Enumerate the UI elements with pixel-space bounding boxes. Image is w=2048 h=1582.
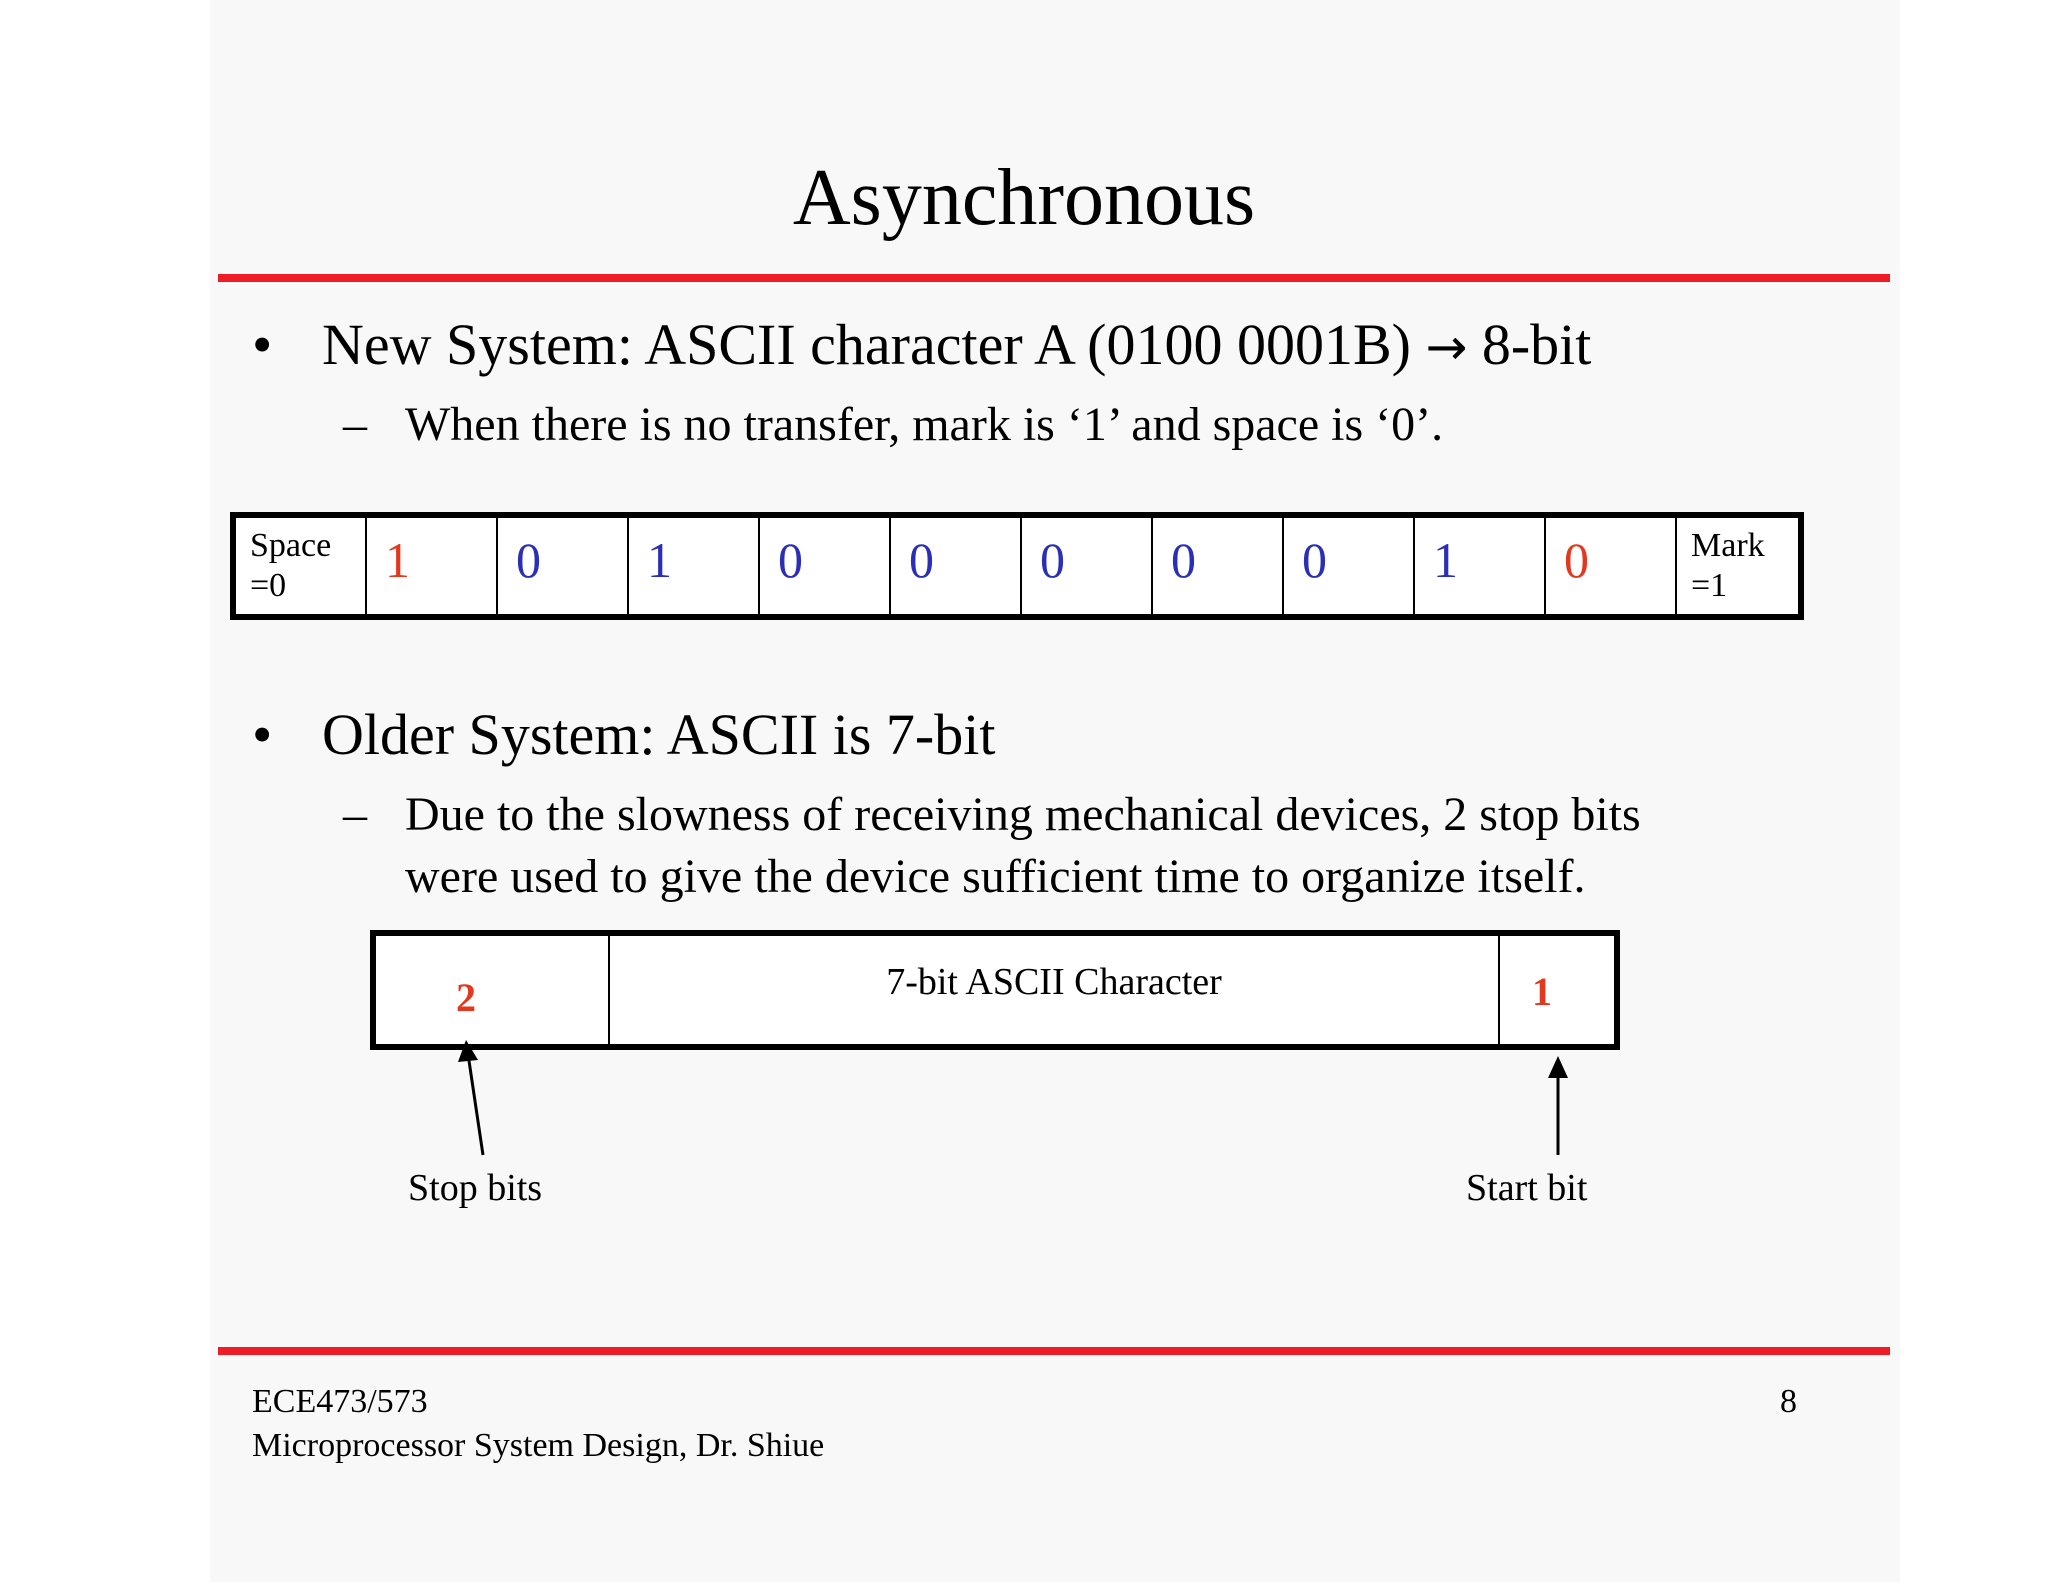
frame-cell-bit xyxy=(1284,518,1415,614)
frame-8bit xyxy=(230,512,1804,620)
frame-cell-bit xyxy=(498,518,629,614)
bullet-new-system-suffix: 8-bit xyxy=(1467,312,1592,377)
frame-cell-bit xyxy=(1415,518,1546,614)
frame-7bit xyxy=(370,930,1620,1050)
frame-cell-bit xyxy=(367,518,498,614)
bullet-dot-icon: • xyxy=(252,312,273,377)
title-rule xyxy=(218,274,1890,282)
bit-value: 1 xyxy=(385,532,410,588)
bit-value: 0 xyxy=(778,532,803,588)
bit-value: 1 xyxy=(1433,532,1458,588)
bit-value: 0 xyxy=(1302,532,1327,588)
stop-bit-count: 2 xyxy=(456,975,476,1020)
sub-bullet-slowness-cont xyxy=(405,846,1586,908)
sub-bullet-no-transfer xyxy=(343,394,1444,456)
bit-value: 0 xyxy=(1040,532,1065,588)
bit-value: 1 xyxy=(647,532,672,588)
frame-cell-bit xyxy=(629,518,760,614)
sub-bullet-no-transfer-text: When there is no transfer, mark is ‘1’ and space is ‘0’. xyxy=(405,398,1444,451)
frame-cell-bit xyxy=(1546,518,1677,614)
frame-cell-bit xyxy=(1022,518,1153,614)
slide-title: Asynchronous xyxy=(792,154,1256,242)
footer-rule xyxy=(218,1347,1890,1355)
frame-cell-mark xyxy=(1677,518,1798,614)
page-number: 8 xyxy=(1780,1383,1797,1420)
bullet-dot-icon: • xyxy=(252,702,273,767)
bit-value: 0 xyxy=(1171,532,1196,588)
sub-bullet-slowness-line1: Due to the slowness of receiving mechanical devices, 2 stop bits xyxy=(405,788,1641,841)
start-bit-count: 1 xyxy=(1532,969,1552,1014)
sub-bullet-slowness xyxy=(343,784,1641,846)
footer-course: ECE473/573 xyxy=(252,1383,428,1420)
sub-bullet-slowness-line2: were used to give the device sufficient time to organize itself. xyxy=(405,850,1586,903)
bullet-new-system-text: New System: ASCII character A (0100 0001B) xyxy=(322,312,1426,377)
bit-value: 0 xyxy=(516,532,541,588)
ascii-character-label: 7-bit ASCII Character xyxy=(886,961,1222,1003)
stop-bits-label: Stop bits xyxy=(408,1167,543,1209)
dash-icon: – xyxy=(343,398,367,451)
bullet-older-system xyxy=(252,700,996,770)
right-arrow-icon: → xyxy=(1425,318,1468,376)
frame-divider xyxy=(1498,936,1500,1044)
frame-cell-bit xyxy=(1153,518,1284,614)
start-bit-label: Start bit xyxy=(1466,1167,1588,1209)
bullet-older-system-text: Older System: ASCII is 7-bit xyxy=(322,702,996,767)
frame-cell-bit xyxy=(891,518,1022,614)
bullet-new-system xyxy=(252,310,1592,382)
footer-subtitle: Microprocessor System Design, Dr. Shiue xyxy=(252,1427,825,1464)
bit-value: 0 xyxy=(1564,532,1589,588)
frame-cell-bit xyxy=(760,518,891,614)
space-label: Space =0 xyxy=(250,527,332,604)
dash-icon: – xyxy=(343,788,367,841)
frame-cell-space xyxy=(236,518,367,614)
bit-value: 0 xyxy=(909,532,934,588)
mark-label: Mark =1 xyxy=(1691,527,1765,604)
